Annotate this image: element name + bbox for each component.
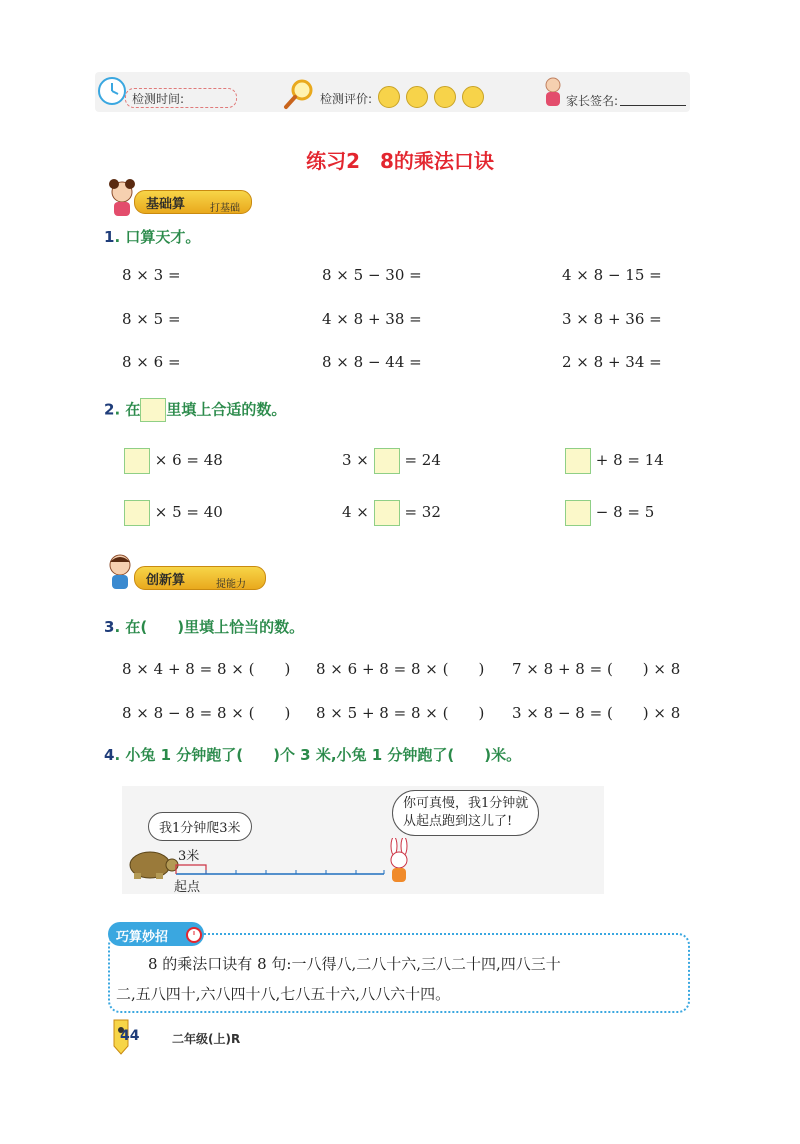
section-subtitle-basic: 打基础 bbox=[210, 203, 240, 214]
q1-item: 8 × 8 − 44 = bbox=[322, 353, 422, 371]
number-line bbox=[172, 862, 388, 876]
q2-item bbox=[342, 500, 441, 526]
rabbit-speech-line: 从起点跑到这儿了! bbox=[403, 814, 513, 829]
q2-item-expr: − 8 = 5 bbox=[595, 503, 655, 521]
q3-item: 7 × 8 + 8 = ( ) × 8 bbox=[512, 660, 681, 678]
q2-item-expr: + 8 = 14 bbox=[595, 451, 664, 469]
question-1-text: . 口算天才。 bbox=[114, 228, 201, 246]
magnifier-icon bbox=[282, 78, 318, 110]
q3-item: 8 × 8 − 8 = 8 × ( ) bbox=[122, 704, 291, 722]
q2-item bbox=[124, 500, 223, 526]
section-title-advanced: 创新算 bbox=[146, 573, 186, 588]
answer-box[interactable] bbox=[374, 448, 400, 474]
answer-box[interactable] bbox=[565, 448, 591, 474]
time-label: 检测时间: bbox=[132, 92, 185, 106]
section-title-basic: 基础算 bbox=[146, 197, 186, 212]
answer-box[interactable] bbox=[124, 500, 150, 526]
answer-box[interactable] bbox=[374, 500, 400, 526]
start-label: 起点 bbox=[174, 880, 201, 895]
section-subtitle-advanced: 提能力 bbox=[216, 579, 246, 590]
q3-item: 8 × 6 + 8 = 8 × ( ) bbox=[316, 660, 485, 678]
q3-item: 8 × 4 + 8 = 8 × ( ) bbox=[122, 660, 291, 678]
q2-item-expr: = 32 bbox=[404, 503, 441, 521]
page-number: 44 bbox=[120, 1028, 140, 1044]
q1-item: 8 × 5 = bbox=[122, 310, 181, 328]
answer-box[interactable] bbox=[124, 448, 150, 474]
q2-item bbox=[342, 448, 441, 474]
q2-item bbox=[565, 448, 664, 474]
worried-face-icon[interactable] bbox=[434, 86, 456, 108]
smile-face-icon[interactable] bbox=[378, 86, 400, 108]
sad-face-icon[interactable] bbox=[462, 86, 484, 108]
q2-item-prefix: 3 × bbox=[342, 451, 369, 469]
question-3-text: . 在( )里填上恰当的数。 bbox=[114, 618, 305, 636]
q2-item-expr: × 6 = 48 bbox=[154, 451, 223, 469]
alarm-clock-icon bbox=[184, 924, 204, 944]
question-1-heading bbox=[104, 226, 200, 247]
q1-item: 4 × 8 − 15 = bbox=[562, 266, 662, 284]
q2-item-expr: = 24 bbox=[404, 451, 441, 469]
tip-line: 二,五八四十,六八四十八,七八五十六,八八六十四。 bbox=[116, 985, 451, 1003]
rabbit-speech-bubble bbox=[392, 790, 539, 836]
answer-box[interactable] bbox=[565, 500, 591, 526]
question-1-number: 1 bbox=[104, 228, 115, 246]
page-title: 练习2 8的乘法口诀 bbox=[306, 149, 494, 173]
grin-face-icon[interactable] bbox=[406, 86, 428, 108]
q1-item: 4 × 8 + 38 = bbox=[322, 310, 422, 328]
q3-item: 8 × 5 + 8 = 8 × ( ) bbox=[316, 704, 485, 722]
q1-item: 2 × 8 + 34 = bbox=[562, 353, 662, 371]
q1-item: 8 × 3 = bbox=[122, 266, 181, 284]
tip-label: 巧算妙招 bbox=[116, 930, 169, 945]
tip-line: 8 的乘法口诀有 8 句:一八得八,二八十六,三八二十四,四八三十 bbox=[148, 955, 561, 973]
q2-item-prefix: 4 × bbox=[342, 503, 369, 521]
segment-label: 3米 bbox=[178, 849, 200, 864]
question-4-text: . 小兔 1 分钟跑了( )个 3 米,小兔 1 分钟跑了( )米。 bbox=[114, 746, 522, 764]
example-box bbox=[140, 398, 166, 422]
parent-figure-icon bbox=[540, 76, 566, 108]
q1-item: 3 × 8 + 36 = bbox=[562, 310, 662, 328]
q1-item: 8 × 5 − 30 = bbox=[322, 266, 422, 284]
q1-item: 8 × 6 = bbox=[122, 353, 181, 371]
q2-item bbox=[565, 500, 654, 526]
parent-label: 家长签名: bbox=[566, 94, 619, 108]
clock-icon bbox=[97, 76, 127, 106]
question-3-heading bbox=[104, 616, 304, 637]
q2-item-expr: × 5 = 40 bbox=[154, 503, 223, 521]
turtle-speech-bubble: 我1分钟爬3米 bbox=[148, 812, 252, 841]
question-4-number: 4 bbox=[104, 746, 115, 764]
q2-item bbox=[124, 448, 223, 474]
signature-line[interactable] bbox=[620, 105, 686, 106]
question-4-heading bbox=[104, 744, 521, 765]
eval-label: 检测评价: bbox=[320, 92, 373, 106]
question-2-number: 2 bbox=[104, 400, 115, 419]
q3-item: 3 × 8 − 8 = ( ) × 8 bbox=[512, 704, 681, 722]
question-2-pre: . 在 bbox=[114, 400, 141, 419]
question-2-heading bbox=[104, 398, 286, 422]
question-3-number: 3 bbox=[104, 618, 115, 636]
grade-label: 二年级(上)R bbox=[172, 1032, 241, 1046]
question-2-post: 里填上合适的数。 bbox=[166, 400, 287, 419]
rabbit-speech-line: 你可真慢，我1分钟就 bbox=[403, 796, 529, 811]
